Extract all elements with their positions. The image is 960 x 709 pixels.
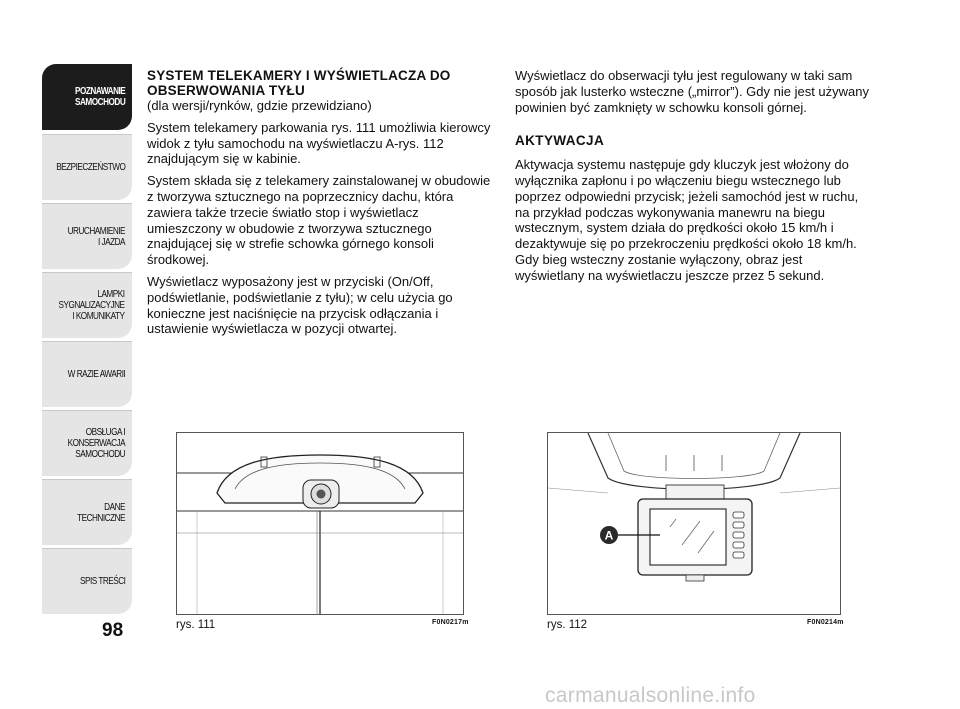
paragraph: System składa się z telekamery zainstalowanej w obudowie z tworzywa sztucznego na poprzecznicy dachu, która zawiera także trzecie światło stop i wyświetlacz umieszczony w obudowie z tworzywa sztucznego znajdującej się w strefie schowka górnego konsoli środkowej. bbox=[147, 173, 491, 268]
activation-heading: AKTYWACJA bbox=[515, 133, 605, 149]
paragraph: Aktywacja systemu następuje gdy kluczyk jest włożony do wyłącznika zapłonu i po włączeniu biegu wstecznego lub poprzez odpowiedni przycisk; jeżeli samochód jest w ruchu, na przykład podczas wykonywania manewru na biegu wstecznym, system działa do prędkości około 15 km/h i dezaktywuje się po przekroczeniu prędkości około 18 km/h. Gdy bieg wsteczny zostanie wyłączony, obraz jest wyświetlany na wyświetlaczu jeszcze przez 5 sekund. bbox=[515, 157, 859, 283]
section-heading: SYSTEM TELEKAMERY I WYŚWIETLACZA DO OBSERWOWANIA TYŁU bbox=[147, 68, 451, 98]
callout-a-label: A bbox=[604, 528, 614, 543]
tab-poznawanie-samochodu[interactable]: POZNAWANIE SAMOCHODU bbox=[42, 64, 132, 130]
watermark-text: carmanualsonline.info bbox=[545, 684, 756, 707]
rear-display-illustration bbox=[548, 433, 840, 614]
figure-rear-display bbox=[547, 432, 841, 615]
figure-caption: rys. 111 bbox=[176, 619, 216, 631]
tab-dane-techniczne[interactable]: DANE TECHNICZNE bbox=[42, 479, 132, 545]
rear-camera-illustration bbox=[177, 433, 463, 614]
paragraph: System telekamery parkowania rys. 111 umożliwia kierowcy widok z tyłu samochodu na wyświetlaczu A-rys. 112 znajdującym się w kabinie. bbox=[147, 119, 491, 167]
paragraph: Wyświetlacz do obserwacji tyłu jest regulowany w taki sam sposób jak lusterko wsteczne („mirror”). Gdy nie jest używany powinien być zamknięty w schowku konsoli górnej. bbox=[515, 68, 870, 115]
tab-obsluga-i-konserwacja[interactable]: OBSŁUGA I KONSERWACJA SAMOCHODU bbox=[42, 410, 132, 476]
figure-caption: rys. 112 bbox=[547, 619, 588, 631]
left-column bbox=[147, 68, 492, 343]
tab-uruchamienie-i-jazda[interactable]: URUCHAMIENIE I JAZDA bbox=[42, 203, 132, 269]
chapter-sidebar bbox=[42, 64, 132, 619]
tab-w-razie-awarii[interactable]: W RAZIE AWARII bbox=[42, 341, 132, 407]
section-subheading: (dla wersji/rynków, gdzie przewidziano) bbox=[147, 98, 372, 113]
figure-rear-camera bbox=[176, 432, 464, 615]
paragraph: Wyświetlacz wyposażony jest w przyciski (On/Off, podświetlanie, podświetlanie z tyłu); w celu użycia go konieczne jest naciśnięcie na przycisk odłączania i ustawienie wyświetlacza w pozycji otwartej. bbox=[147, 273, 453, 337]
figure-code: F0N0214m bbox=[807, 619, 844, 626]
tab-bezpieczenstwo[interactable]: BEZPIECZEŃSTWO bbox=[42, 134, 132, 200]
tab-lampki-sygnalizacyjne[interactable]: LAMPKI SYGNALIZACYJNE I KOMUNIKATY bbox=[42, 272, 132, 338]
tab-spis-tresci[interactable]: SPIS TREŚCI bbox=[42, 548, 132, 614]
right-column bbox=[515, 68, 875, 290]
page-number: 98 bbox=[102, 620, 124, 641]
figure-code: F0N0217m bbox=[432, 619, 469, 626]
